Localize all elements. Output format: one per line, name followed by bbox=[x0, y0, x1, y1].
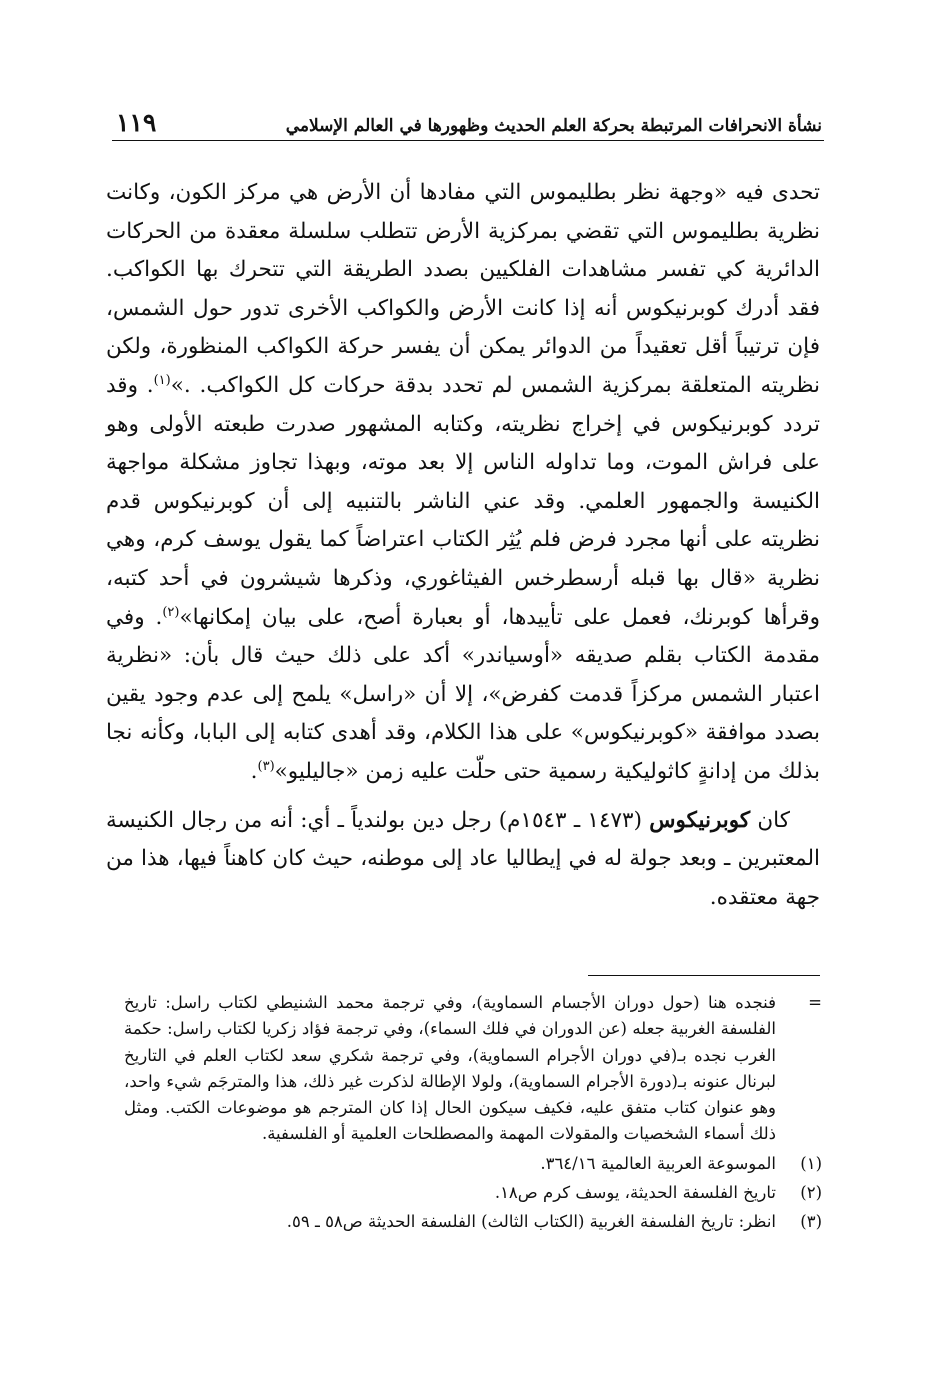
footnote-ref-2: (٢) bbox=[162, 604, 180, 620]
footnote-marker: (١) bbox=[800, 1153, 822, 1173]
paragraph-1 bbox=[106, 174, 820, 792]
footnote-text: انظر: تاريخ الفلسفة الغربية (الكتاب الثالث) الفلسفة الحديثة ص٥٨ ـ ٥٩. bbox=[286, 1212, 776, 1232]
main-text bbox=[106, 174, 820, 917]
paragraph-1-end: . bbox=[250, 758, 258, 784]
paragraph-2-rest: (١٤٧٣ ـ ١٥٤٣م) رجل دين بولندياً ـ أي: أنه من رجال الكنيسة المعتبرين ـ وبعد جولة له في إيطاليا عاد إلى موطنه، حيث كان كاهناً فيها، هذا من جهة معتقده. bbox=[106, 807, 820, 910]
running-title: نشأة الانحرافات المرتبطة بحركة العلم الحديث وظهورها في العالم الإسلامي bbox=[285, 116, 822, 136]
paragraph-1-part-b: . وقد تردد كوبرنيكوس في إخراج نظريته، وكتابه المشهور صدرت طبعته الأولى وهو على فراش الموت، وما تداوله الناس إلا بعد موته، وبهذا تجاوز مشكلة مواجهة الكنيسة والجمهور العلمي. وقد عني الناشر بالتنبيه إلى أن كوبرنيكوس قدم نظريته على أنها مجرد فرض فلم يُثِر الكتاب اعتراضاً كما يقول يوسف كرم، وهي نظرية «قال بها قبله أرسطرخس الفيثاغوري، وذكرها شيشرون في أحد كتبه، وقرأها كوبرنك، فعمل على تأييدها، أو بعبارة أصح، على بيان إمكانها» bbox=[106, 372, 820, 630]
footnote-continuation-text: فنجده هنا (حول دوران الأجسام السماوية)، وفي ترجمة محمد الشنيطي لكتاب راسل: تاريخ الفلسفة الغربية جعله (عن الدوران في فلك السماء)، وفي ترجمة فؤاد زكريا لكتاب راسل: حكمة الغرب نجده بـ(في دوران الأجرام السماوية)، وفي ترجمة شكري سعد لكتاب العلم في التاريخ لبرنال عنونه بـ(دورة الأجرام السماوية)، ولولا الإطالة لذكرت غير ذلك، هذا والمترجَم شيء واحد، وهو عنوان كتاب متفق عليه، فكيف سيكون الحال إذا كان المترجم هو موضوعات الكتب. ومثل ذلك أسماء الشخصيات والمقولات المهمة والمصطلحات العلمية أو الفلسفية. bbox=[124, 993, 776, 1144]
footnotes bbox=[116, 990, 822, 1236]
paragraph-2-lead: كان bbox=[757, 807, 790, 833]
footnote-3 bbox=[116, 1209, 822, 1235]
footnote-ref-3: (٣) bbox=[257, 758, 275, 774]
footnote-marker: (٣) bbox=[800, 1212, 822, 1232]
footnote-1 bbox=[116, 1151, 822, 1177]
paragraph-1-part-c: . وفي مقدمة الكتاب بقلم صديقه «أوسياندر» أكد على ذلك حيث قال بأن: «نظرية اعتبار الشمس مركزاً قدمت كفرض»، إلا أن «راسل» يلمح إلى عدم وجود يقين بصدد موافقة «كوبرنيكوس» على هذا الكلام، وقد أهدى كتابه إلى البابا، وكأنه نجا بذلك من إدانةٍ كاثوليكية رسمية حتى حلّت عليه زمن «جاليليو» bbox=[106, 604, 820, 784]
footnote-text: تاريخ الفلسفة الحديثة، يوسف كرم ص١٨. bbox=[494, 1183, 776, 1203]
footnote-2 bbox=[116, 1180, 822, 1206]
page-number: ١١٩ bbox=[116, 108, 157, 137]
paragraph-2-name: كوبرنيكوس bbox=[649, 807, 751, 833]
paragraph-2 bbox=[106, 802, 820, 918]
footnote-ref-1: (١) bbox=[153, 372, 171, 388]
footnote-marker: (٢) bbox=[800, 1183, 822, 1203]
page-header bbox=[112, 104, 824, 141]
footnote-separator bbox=[588, 975, 820, 976]
paragraph-1-part-a: تحدى فيه «وجهة نظر بطليموس التي مفادها أن الأرض هي مركز الكون، وكانت نظرية بطليموس التي تقضي بمركزية الأرض تتطلب سلسلة معقدة من الحركات الدائرية كي تفسر مشاهدات الفلكيين بصدد الطريقة التي تتحرك بها الكواكب. فقد أدرك كوبرنيكوس أنه إذا كانت الأرض والكواكب الأخرى تدور حول الشمس، فإن ترتيباً أقل تعقيداً من الدوائر يمكن أن يفسر حركة الكواكب المنظورة، ولكن نظريته المتعلقة بمركزية الشمس لم تحدد بدقة حركات كل الكواكب. .» bbox=[106, 180, 820, 398]
footnote-text: الموسوعة العربية العالمية ٣٦٤/١٦. bbox=[540, 1153, 776, 1173]
footnote-continuation-marker: = bbox=[808, 993, 822, 1012]
footnote-continuation bbox=[116, 990, 822, 1148]
